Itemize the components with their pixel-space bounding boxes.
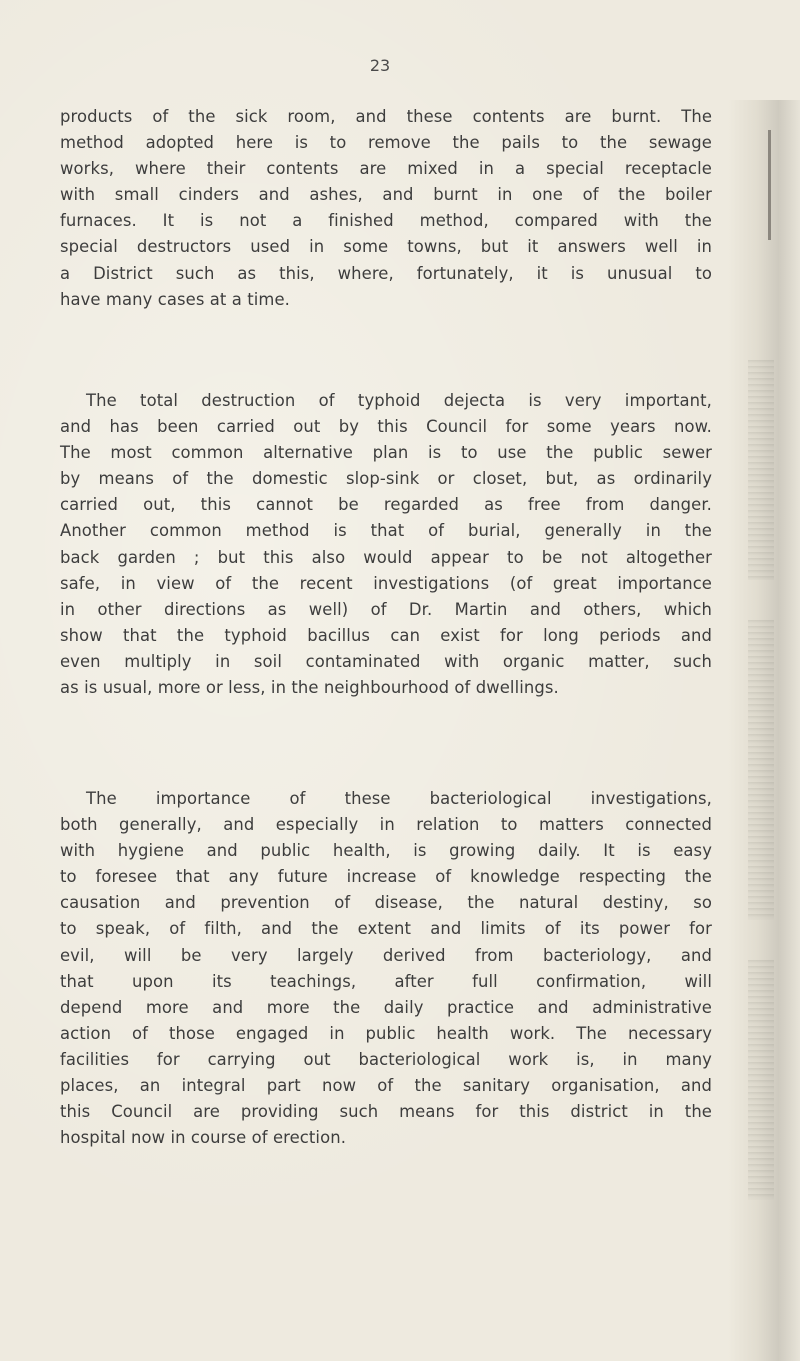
text-line: action of those engaged in public health work. The necessary bbox=[60, 1023, 712, 1043]
page-binding-texture bbox=[748, 360, 774, 580]
text-line: with small cinders and ashes, and burnt in one of the boiler bbox=[60, 185, 712, 205]
text-line: to speak, of filth, and the extent and limits of its power for bbox=[60, 919, 712, 939]
text-line: by means of the domestic slop-sink or closet, but, as ordinarily bbox=[60, 469, 712, 489]
paragraph-1 bbox=[60, 104, 712, 313]
text-line: this Council are providing such means for this district in the bbox=[60, 1102, 712, 1122]
text-line: evil, will be very largely derived from bacteriology, and bbox=[60, 945, 712, 965]
text-line: works, where their contents are mixed in a special receptacle bbox=[60, 159, 712, 179]
text-line: in other directions as well) of Dr. Martin and others, which bbox=[60, 599, 712, 619]
text-line: depend more and more the daily practice and administrative bbox=[60, 997, 712, 1017]
text-line: causation and prevention of disease, the natural destiny, so bbox=[60, 893, 712, 913]
text-line: The total destruction of typhoid dejecta is very important, bbox=[86, 391, 712, 410]
text-line: that upon its teachings, after full confirmation, will bbox=[60, 971, 712, 991]
text-line: places, an integral part now of the sanitary organisation, and bbox=[60, 1076, 712, 1096]
text-line: products of the sick room, and these contents are burnt. The bbox=[60, 107, 712, 126]
text-line: with hygiene and public health, is growing daily. It is easy bbox=[60, 841, 712, 861]
text-line: method adopted here is to remove the pails to the sewage bbox=[60, 133, 712, 153]
text-line: safe, in view of the recent investigations (of great importance bbox=[60, 573, 712, 593]
text-line: The most common alternative plan is to use the public sewer bbox=[60, 443, 712, 463]
text-line: facilities for carrying out bacteriological work is, in many bbox=[60, 1049, 712, 1069]
page-binding-texture bbox=[748, 620, 774, 920]
text-line: back garden ; but this also would appear to be not altogether bbox=[60, 547, 712, 567]
page-number: 23 bbox=[369, 56, 391, 75]
text-line: hospital now in course of erection. bbox=[60, 1128, 347, 1148]
text-line: carried out, this cannot be regarded as free from danger. bbox=[60, 495, 712, 515]
text-line: furnaces. It is not a finished method, compared with the bbox=[60, 211, 712, 231]
text-line: a District such as this, where, fortunately, it is unusual to bbox=[60, 263, 712, 283]
paragraph-2 bbox=[60, 388, 712, 701]
page-binding-mark bbox=[768, 130, 771, 240]
paragraph-3 bbox=[60, 786, 712, 1151]
text-line: even multiply in soil contaminated with organic matter, such bbox=[60, 651, 712, 671]
text-line: have many cases at a time. bbox=[60, 289, 290, 309]
text-line: as is usual, more or less, in the neighbourhood of dwellings. bbox=[60, 678, 559, 698]
text-line: The importance of these bacteriological investigations, bbox=[86, 789, 712, 808]
text-line: Another common method is that of burial, generally in the bbox=[60, 521, 712, 541]
text-line: show that the typhoid bacillus can exist for long periods and bbox=[60, 625, 712, 645]
text-line: and has been carried out by this Council for some years now. bbox=[60, 417, 712, 437]
page-binding-texture bbox=[748, 960, 774, 1200]
text-line: to foresee that any future increase of knowledge respecting the bbox=[60, 867, 712, 887]
text-line: both generally, and especially in relation to matters connected bbox=[60, 815, 712, 835]
text-line: special destructors used in some towns, but it answers well in bbox=[60, 237, 712, 257]
